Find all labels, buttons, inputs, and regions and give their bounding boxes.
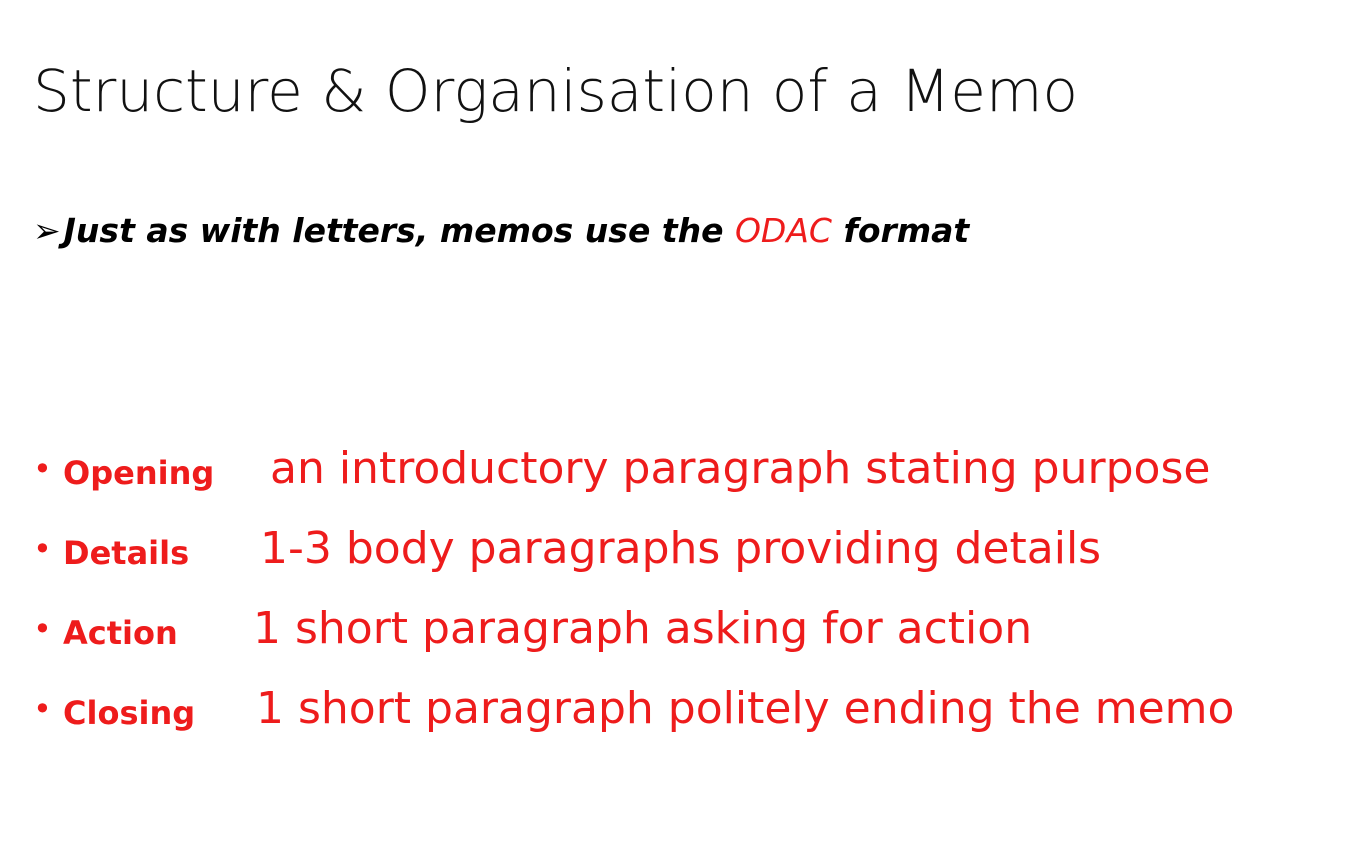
term-label: Action bbox=[63, 614, 178, 652]
bullet-icon: • bbox=[33, 450, 52, 488]
term-description: 1-3 body paragraphs providing details bbox=[260, 523, 1102, 574]
subtitle-text-before: Just as with letters, memos use the bbox=[63, 211, 735, 250]
term-label: Opening bbox=[63, 454, 215, 492]
bullet-icon: • bbox=[33, 530, 52, 568]
arrow-bullet-icon: ➢ bbox=[33, 211, 61, 250]
term-description: 1 short paragraph politely ending the memo bbox=[256, 683, 1235, 734]
subtitle-highlight: ODAC bbox=[734, 211, 832, 250]
subtitle-text-after: format bbox=[831, 211, 970, 250]
term-label: Closing bbox=[63, 694, 196, 732]
subtitle bbox=[33, 211, 970, 250]
term-description: an introductory paragraph stating purpose bbox=[270, 443, 1211, 494]
term-label: Details bbox=[63, 534, 190, 572]
term-description: 1 short paragraph asking for action bbox=[253, 603, 1033, 654]
bullet-icon: • bbox=[33, 690, 52, 728]
slide-title: Structure & Organisation of a Memo bbox=[33, 57, 1078, 125]
bullet-icon: • bbox=[33, 610, 52, 648]
